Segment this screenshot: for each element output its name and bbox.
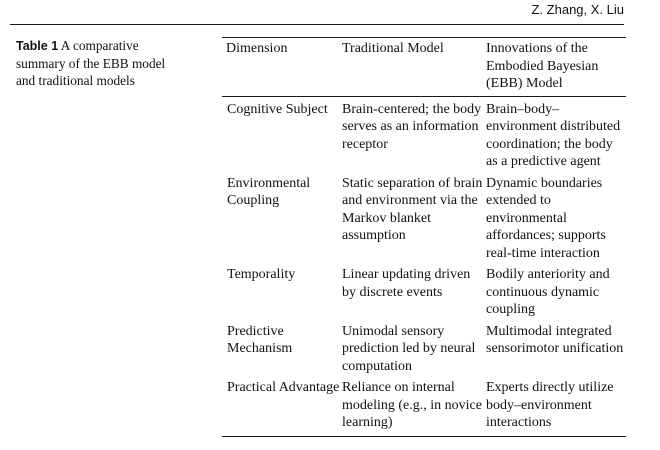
cell-dimension: Predictive Mechanism (227, 323, 293, 356)
cell-innovation: Bodily anteriority and continuous dynamic coupling (486, 267, 610, 317)
header-rule (10, 24, 624, 25)
header-ebb-innovations: Innovations of the Embodied Bayesian (EBB) Model (486, 41, 599, 91)
cell-dimension: Cognitive Subject (227, 101, 328, 117)
table-row (222, 266, 626, 323)
cell-innovation: Dynamic boundaries extended to environmental affordances; supports real-time interaction (486, 175, 606, 261)
table-row (222, 96, 626, 175)
table-header-row (222, 38, 626, 97)
cell-innovation: Experts directly utilize body–environment interactions (486, 380, 614, 430)
cell-traditional: Unimodal sensory prediction led by neural computation (342, 323, 476, 374)
table-row (222, 175, 626, 267)
table-caption (16, 37, 186, 89)
table-row (222, 323, 626, 380)
cell-dimension: Environmental Coupling (227, 175, 311, 208)
running-head-authors: Z. Zhang, X. Liu (531, 2, 624, 17)
table-caption-label: Table 1 (16, 39, 59, 53)
comparison-table (222, 37, 626, 437)
cell-traditional: Reliance on internal modeling (e.g., in novice learning) (342, 380, 482, 430)
cell-innovation: Multimodal integrated sensorimotor unification (486, 323, 624, 356)
cell-traditional: Brain-centered; the body serves as an information receptor (342, 101, 482, 152)
table-body (222, 96, 626, 436)
table-row (222, 379, 626, 436)
header-traditional-model: Traditional Model (342, 41, 444, 56)
cell-dimension: Practical Advantage (227, 380, 340, 395)
cell-traditional: Static separation of brain and environment via the Markov blanket assumption (342, 175, 483, 243)
cell-dimension: Temporality (227, 267, 296, 282)
cell-traditional: Linear updating driven by discrete events (342, 267, 471, 300)
comparison-table-wrapper (222, 37, 626, 437)
header-dimension: Dimension (226, 41, 288, 56)
cell-innovation: Brain–body–environment distributed coordination; the body as a predictive agent (486, 101, 621, 169)
table-caption-text: A comparative summary of the EBB model and traditional models (16, 38, 166, 88)
table-header (222, 38, 626, 97)
